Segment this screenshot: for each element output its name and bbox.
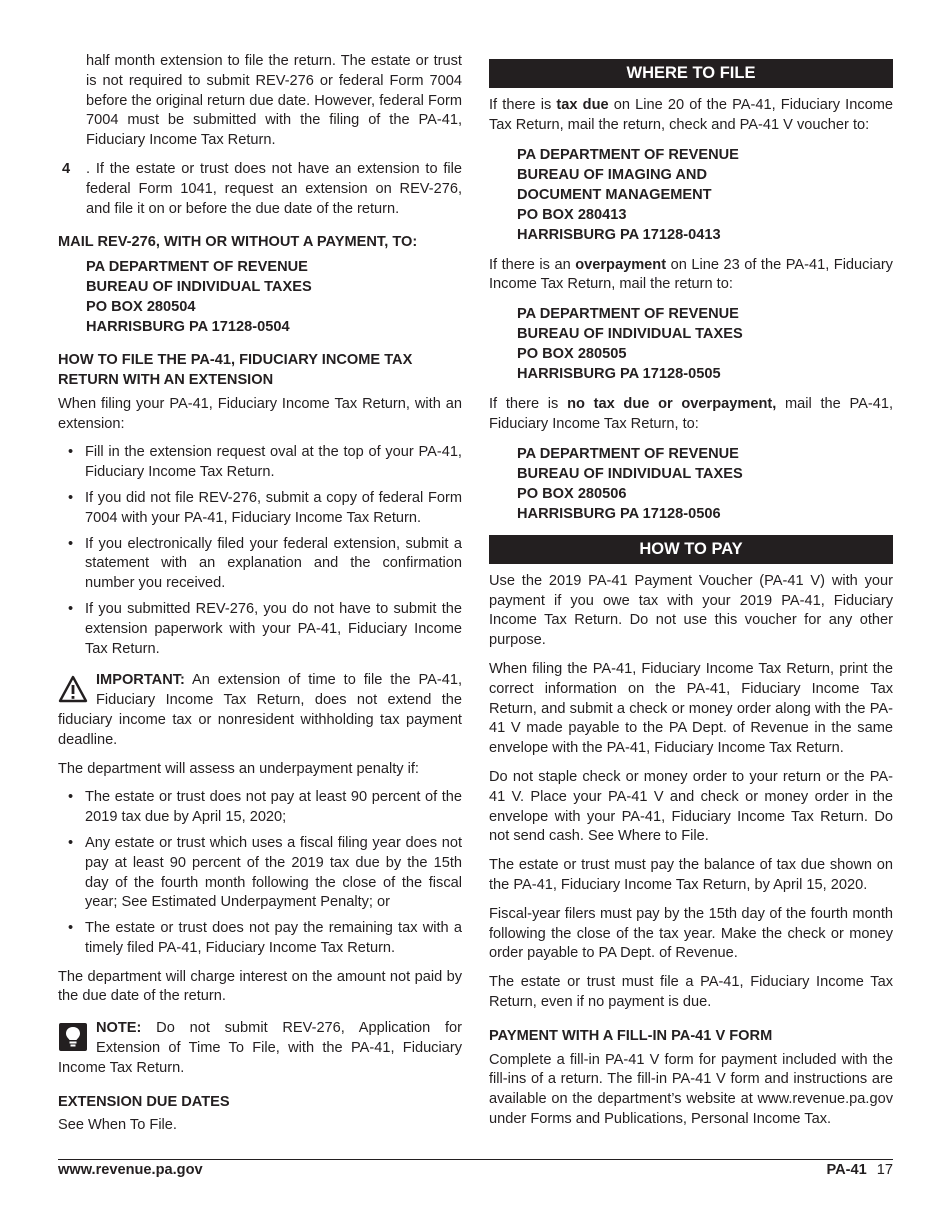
lightbulb-icon [58, 1022, 88, 1052]
item-text: . If the estate or trust does not have an extension to file federal Form 1041, request an extension on REV-276, and file it on or before the due date of the return. [86, 160, 462, 217]
list-item: • If you submitted REV-276, you do not have to submit the extension paperwork with your PA-41, Fiduciary Income Tax Return. [58, 600, 462, 659]
extension-due-dates-heading: EXTENSION DUE DATES [58, 1093, 230, 1110]
important-text: An extension of time to file the PA-41, Fiduciary Income Tax Return, does not extend the fiduciary income tax or nonresident withholding tax payment deadline. [58, 672, 462, 748]
penalty-intro: The department will assess an underpayment penalty if: [58, 760, 419, 777]
note-text: Do not submit REV-276, Application for Extension of Time To File, with the PA-41, Fiduciary Income Tax Return. [58, 1020, 462, 1076]
how-to-pay-banner: HOW TO PAY [489, 535, 893, 564]
note-label: NOTE: [96, 1020, 142, 1037]
tax-due-paragraph: If there is tax due on Line 20 of the PA-41, Fiduciary Income Tax Return, mail the return, check and PA-41 V voucher to: [489, 97, 894, 133]
overpayment-paragraph: If there is an overpayment on Line 23 of the PA-41, Fiduciary Income Tax Return, mail the return to: [489, 256, 893, 293]
address-line: DOCUMENT MANAGEMENT [517, 186, 712, 203]
address-line: HARRISBURG PA 17128-0413 [517, 226, 721, 243]
address-line: BUREAU OF INDIVIDUAL TAXES [86, 279, 312, 296]
page-number: 17 [876, 1162, 893, 1178]
footer-form-name: PA-41 [826, 1162, 867, 1178]
overpayment-address [517, 304, 893, 384]
tax-due-address [517, 145, 893, 245]
right-column [489, 52, 893, 1139]
address-line: HARRISBURG PA 17128-0505 [517, 366, 721, 383]
list-item: • If you electronically filed your federal extension, submit a statement with an explanation and the confirmation number you received. [58, 535, 462, 594]
how-to-file-list [58, 443, 462, 659]
penalty-list [58, 788, 462, 958]
pay-paragraph: The estate or trust must pay the balance of tax due shown on the PA-41, Fiduciary Income Tax Return, by April 15, 2020. [489, 857, 893, 893]
extension-due-dates-text: See When To File. [58, 1117, 177, 1134]
item-number: 4 [62, 160, 71, 177]
list-item: • If you did not file REV-276, submit a copy of federal Form 7004 with your PA-41, Fiduciary Income Tax Return. [58, 489, 462, 529]
footer-website: www.revenue.pa.gov [58, 1162, 203, 1178]
address-line: PA DEPARTMENT OF REVENUE [517, 445, 739, 462]
address-line: BUREAU OF INDIVIDUAL TAXES [517, 326, 743, 343]
rev276-mail-address [86, 257, 462, 337]
important-callout [58, 671, 462, 750]
list-item: • The estate or trust does not pay at least 90 percent of the 2019 tax due by April 15, 2020; [58, 788, 462, 828]
how-to-file-heading: HOW TO FILE THE PA-41, FIDUCIARY INCOME TAX RETURN WITH AN EXTENSION [58, 352, 413, 388]
address-line: HARRISBURG PA 17128-0506 [517, 505, 721, 522]
address-line: BUREAU OF IMAGING AND [517, 166, 707, 183]
pay-paragraph: The estate or trust must file a PA-41, Fiduciary Income Tax Return, even if no payment is due. [489, 974, 893, 1010]
address-line: PO BOX 280504 [86, 299, 196, 316]
warning-icon [58, 674, 88, 704]
fill-in-paragraph: Complete a fill-in PA-41 V form for payment included with the fill-ins of a return. The fill-in PA-41 V form and instructions are available on the department’s website at www.revenue.pa.gov under Forms and Publications, Personal Income Tax. [489, 1051, 893, 1127]
mail-rev276-heading: MAIL REV-276, WITH OR WITHOUT A PAYMENT, TO: [58, 234, 418, 251]
numbered-item-4 [58, 160, 462, 219]
fill-in-heading: PAYMENT WITH A FILL-IN PA-41 V FORM [489, 1027, 773, 1044]
address-line: PO BOX 280506 [517, 485, 627, 502]
extension-paragraph-continued: half month extension to file the return. The estate or trust is not required to submit REV-276 or federal Form 7004 before the original return due date. However, federal Form 7004 must be submitted with the filing of the PA-41, Fiduciary Income Tax Return. [86, 53, 462, 149]
where-to-file-banner: WHERE TO FILE [489, 59, 893, 88]
pay-paragraph: Use the 2019 PA-41 Payment Voucher (PA-41 V) with your payment if you owe tax with your 2019 PA-41, Fiduciary Income Tax Return. Do not use this voucher for any other purpose. [489, 572, 893, 649]
pay-paragraph: Fiscal-year filers must pay by the 15th day of the fourth month following the close of the tax year. Make the check or money order payable to PA Dept. of Revenue. [489, 905, 893, 962]
address-line: PO BOX 280505 [517, 346, 627, 363]
how-to-file-intro: When filing your PA-41, Fiduciary Income Tax Return, with an extension: [58, 395, 462, 432]
address-line: BUREAU OF INDIVIDUAL TAXES [517, 465, 743, 482]
no-tax-due-paragraph: If there is no tax due or overpayment, mail the PA-41, Fiduciary Income Tax Return, to: [489, 396, 893, 432]
address-line: PA DEPARTMENT OF REVENUE [517, 146, 739, 163]
pay-paragraph: When filing the PA-41, Fiduciary Income Tax Return, print the correct information on the PA-41, Fiduciary Income Tax Return, and submit a check or money order along with the PA-41 V made payable to the PA Dept. of Revenue in the same envelope with the PA-41, Fiduciary Income Tax Return. [489, 660, 893, 757]
address-line: PA DEPARTMENT OF REVENUE [517, 306, 739, 323]
address-line: PO BOX 280413 [517, 206, 627, 223]
list-item: • Any estate or trust which uses a fiscal filing year does not pay at least 90 percent of the 2019 tax due by the 15th day of the fourth month following the close of the fiscal year; See Estimated Underpayment Penalty; or [58, 834, 462, 913]
note-callout [58, 1019, 462, 1078]
list-item: • Fill in the extension request oval at the top of your PA-41, Fiduciary Income Tax Return. [58, 443, 462, 483]
footer-divider [58, 1159, 893, 1160]
footer-page-info [826, 1162, 893, 1178]
list-item: • The estate or trust does not pay the remaining tax with a timely filed PA-41, Fiduciary Income Tax Return. [58, 919, 462, 959]
no-tax-due-address [517, 444, 893, 524]
interest-paragraph: The department will charge interest on the amount not paid by the due date of the return. [58, 968, 462, 1005]
left-column [58, 52, 462, 1145]
address-line: PA DEPARTMENT OF REVENUE [86, 259, 308, 276]
important-label: IMPORTANT: [96, 672, 185, 689]
address-line: HARRISBURG PA 17128-0504 [86, 319, 290, 336]
pay-paragraph: Do not staple check or money order to your return or the PA-41 V. Place your PA-41 V and check or money order in the envelope with your PA-41, Fiduciary Income Tax Return. Do not send cash. See Where to File. [489, 768, 893, 845]
